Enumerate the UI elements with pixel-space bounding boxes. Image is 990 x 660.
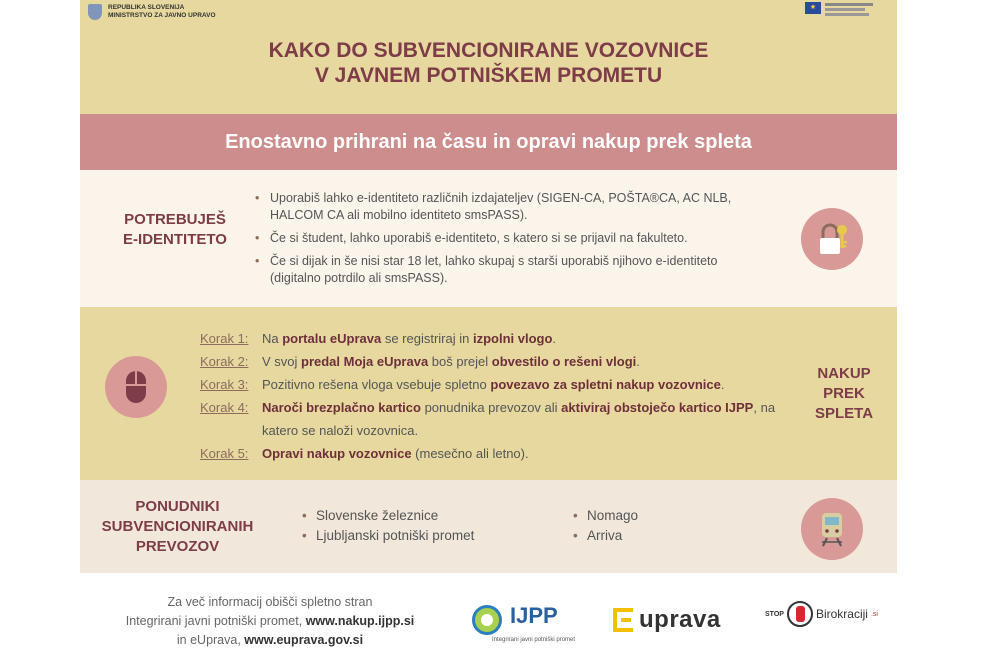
stop-word: Birokraciji <box>815 607 868 621</box>
info-text <box>80 593 460 650</box>
title-line2: V JAVNEM POTNIŠKEM PROMETU <box>314 64 663 87</box>
identity-label-line2: E-IDENTITETO <box>123 231 227 248</box>
step-text: V svoj predal Moja eUprava boš prejel obvestilo o rešeni vlogi. <box>262 354 640 369</box>
identity-bullet: • Če si dijak in še nisi star 18 let, lahko skupaj s starši uporabiš njihovo e-identiteto (digitalno potrdilo ali smsPASS). <box>250 253 770 287</box>
provider-item: • Slovenske železnice <box>300 506 474 526</box>
mouse-icon <box>105 356 167 418</box>
step-text: Naroči brezplačno kartico ponudnika prevozov ali aktiviraj obstoječo kartico IJPP, na katero se naloži vozovnica. <box>262 400 776 438</box>
step-text: Opravi nakup vozovnice (mesečno ali letno). <box>262 446 529 461</box>
banner: Enostavno prihrani na času in opravi nakup prek spleta <box>80 114 897 170</box>
purchase-section <box>80 307 897 480</box>
providers-label-line2: SUBVENCIONIRANIH <box>101 518 254 535</box>
step-row <box>200 350 800 373</box>
stop-hand-icon <box>787 601 813 627</box>
providers-label <box>85 497 270 557</box>
footer-section <box>80 573 897 660</box>
providers-label-line3: PREVOZOV <box>135 538 220 555</box>
eu-flag-icon: ★ <box>805 2 821 14</box>
ijpp-logo-text: IJPP <box>510 603 558 628</box>
identity-bullets <box>250 190 770 293</box>
purchase-label <box>799 364 889 424</box>
step-label: Korak 1: <box>200 331 249 346</box>
stop-si: .si <box>870 610 878 618</box>
step-row <box>200 373 800 396</box>
providers-label-line1: PONUDNIKI <box>135 498 220 515</box>
step-text: Pozitivno rešena vloga vsebuje spletno povezavo za spletni nakup vozovnice. <box>262 377 725 392</box>
provider-item: • Nomago <box>571 506 638 526</box>
step-row <box>200 442 800 465</box>
providers-list-right <box>571 506 638 546</box>
train-icon <box>801 498 863 560</box>
step-row <box>200 327 800 350</box>
step-label: Korak 2: <box>200 354 249 369</box>
identity-label-line1: POTREBUJEŠ <box>124 211 226 228</box>
purchase-label-line1: NAKUP <box>817 365 871 382</box>
ijpp-link[interactable]: www.nakup.ijpp.si <box>305 614 415 628</box>
ijpp-logo-sub: Integrirani javni potniški promet <box>492 637 576 643</box>
slovenia-crest-icon <box>88 4 102 20</box>
providers-section <box>80 480 897 573</box>
step-text: Na portalu eUprava se registriraj in izpolni vlogo. <box>262 331 557 346</box>
title-line1: KAKO DO SUBVENCIONIRANE VOZOVNICE <box>268 39 709 62</box>
ijpp-logo <box>472 603 582 647</box>
step-row <box>200 396 800 442</box>
provider-item: • Ljubljanski potniški promet <box>300 526 474 546</box>
ministry-line2: MINISTRSTVO ZA JAVNO UPRAVO <box>108 12 216 19</box>
identity-label <box>100 210 250 250</box>
identity-section <box>80 170 897 307</box>
info-line1: Za več informacij obišči spletno stran <box>167 595 373 609</box>
euprava-logo <box>613 605 721 635</box>
euprava-link[interactable]: www.euprava.gov.si <box>244 633 364 647</box>
page-title <box>80 38 897 88</box>
ministry-logo <box>88 4 216 20</box>
purchase-label-line2: PREK <box>823 385 865 402</box>
provider-item: • Arriva <box>571 526 638 546</box>
purchase-label-line3: SPLETA <box>814 405 874 422</box>
identity-bullet: • Uporabiš lahko e-identiteto različnih izdajateljev (SIGEN-CA, POŠTA®CA, AC NLB, HALCOM CA ali mobilno identiteto smsPASS). <box>250 190 770 224</box>
providers-list-left <box>300 506 474 546</box>
eu-text-lines <box>825 2 873 18</box>
lock-key-icon <box>801 208 863 270</box>
euprava-logo-text: uprava <box>639 606 721 633</box>
poster <box>80 0 897 660</box>
info-line2: Integrirani javni potniški promet, www.nakup.ijpp.si <box>125 614 415 628</box>
header-band <box>80 0 897 114</box>
step-label: Korak 5: <box>200 446 249 461</box>
stop-label: STOP <box>765 610 784 618</box>
euprava-mark-icon <box>613 608 633 632</box>
eu-logo <box>805 2 873 18</box>
ijpp-ring-icon <box>472 605 502 635</box>
stop-birokraciji-logo <box>765 601 878 627</box>
ministry-line1: REPUBLIKA SLOVENIJA <box>108 4 185 11</box>
steps-list <box>200 327 800 465</box>
info-line3: in eUprava, www.euprava.gov.si <box>176 633 364 647</box>
step-label: Korak 3: <box>200 377 249 392</box>
identity-bullet: • Če si študent, lahko uporabiš e-identiteto, s katero si se prijavil na fakulteto. <box>250 230 770 247</box>
step-label: Korak 4: <box>200 400 249 415</box>
